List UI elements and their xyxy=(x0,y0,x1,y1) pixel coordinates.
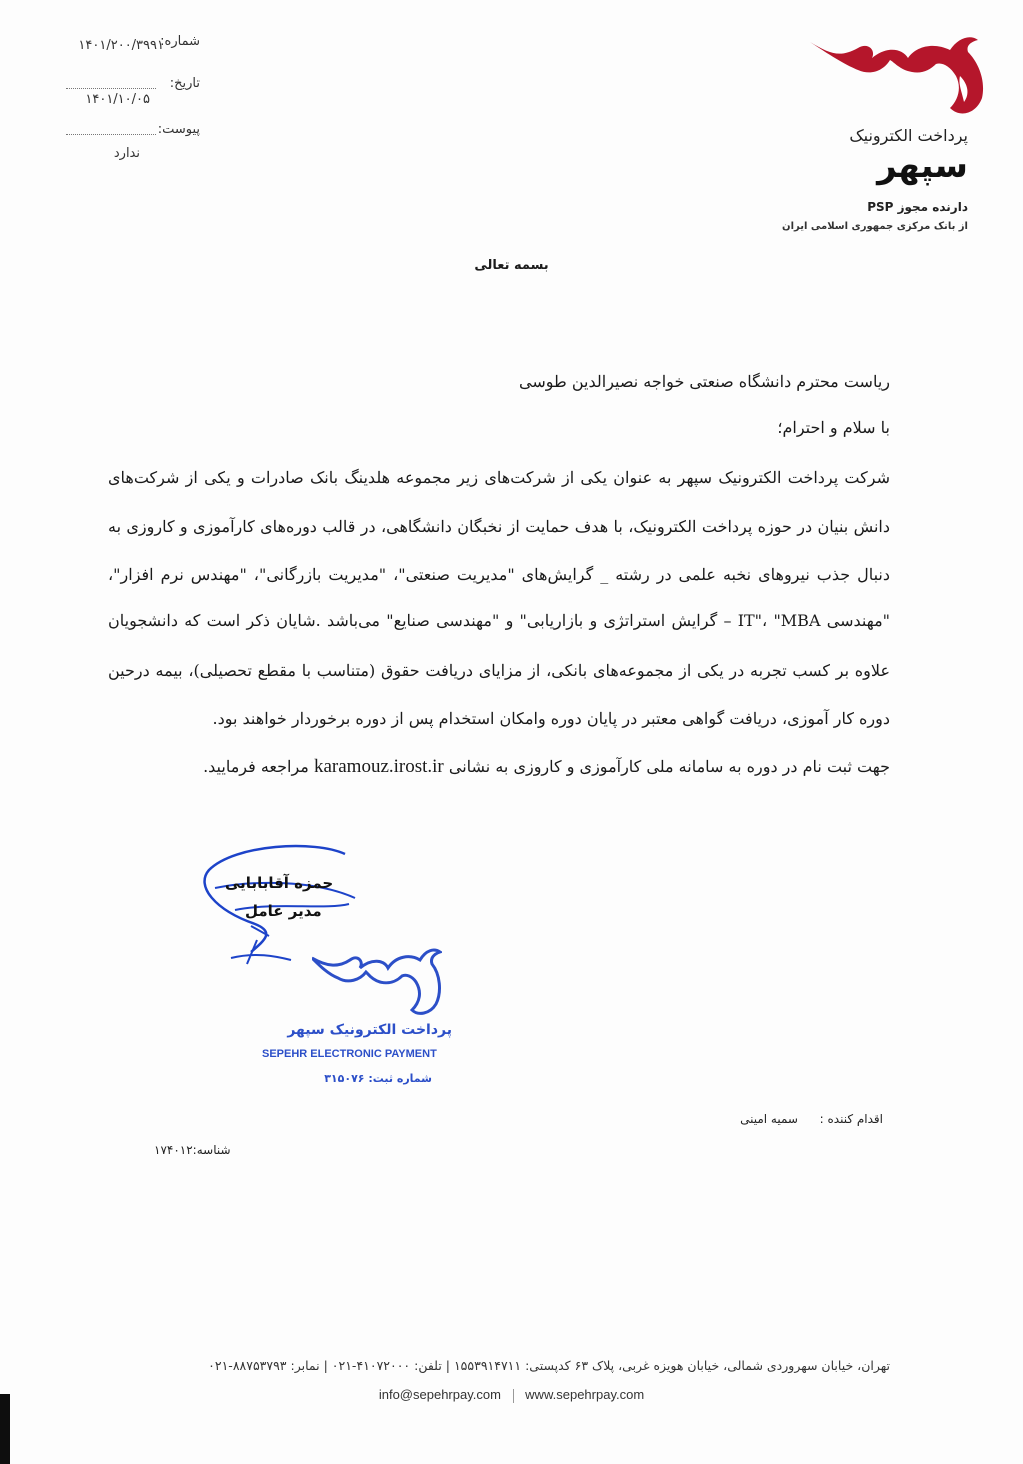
registration-instruction xyxy=(203,756,890,778)
stamp-registration-number: شماره ثبت: ۳۱۵۰۷۶ xyxy=(324,1072,432,1085)
basmala-heading: بسمه تعالی xyxy=(474,258,549,273)
action-by-label: اقدام کننده : xyxy=(819,1112,883,1126)
footer-address: تهران، خیابان سهروردی شمالی، خیابان هویزه غربی، پلاک ۶۳ کدپستی: ۱۵۵۳۹۱۴۷۱۱ | تلفن: ۴۱۰۷۲۰۰۰-۰۲۱ | نمابر: ۸۸۷۵۳۷۹۳-۰۲۱ xyxy=(208,1358,890,1373)
footer-email[interactable]: info@sepehrpay.com xyxy=(378,1387,501,1402)
footer-website[interactable]: www.sepehrpay.com xyxy=(525,1387,645,1402)
greeting-line: با سلام و احترام؛ xyxy=(777,418,890,437)
paragraph-last-line: دوره کار آموزی، دریافت گواهی معتبر در پایان دوره وامکان استخدام پس از دوره برخوردار خواهند بود. xyxy=(212,709,890,728)
stamp-horse-logo-icon xyxy=(312,940,442,1018)
attachment-label: پیوست: xyxy=(157,122,200,137)
company-logo xyxy=(782,28,990,248)
paragraph-line: شرکت پرداخت الکترونیک سپهر به عنوان یکی از شرکت‌های زیر مجموعه هلدینگ بانک صادرات و یکی از شرکت‌های xyxy=(108,468,890,487)
date-dots xyxy=(66,88,156,89)
license-line-2: از بانک مرکزی جمهوری اسلامی ایران xyxy=(782,221,968,232)
signatory-title: مدیر عامل xyxy=(245,902,322,920)
letter-meta xyxy=(60,30,200,170)
recipient-line: ریاست محترم دانشگاه صنعتی خواجه نصیرالدین طوسی xyxy=(519,372,890,391)
attachment-dots xyxy=(66,134,156,135)
id-code: شناسه:۱۷۴۰۱۲ xyxy=(154,1143,231,1157)
footer-separator xyxy=(513,1389,514,1403)
number-value: ۱۴۰۱/۲۰۰/۳۹۹۱ xyxy=(78,38,164,53)
date-value: ۱۴۰۱/۱۰/۰۵ xyxy=(85,92,150,107)
action-by xyxy=(740,1112,883,1126)
paragraph-line: دانش بنیان در حوزه پرداخت الکترونیک، با هدف حمایت از نخبگان دانشگاهی، در قالب دوره‌های کارآموزی و کاروزی به xyxy=(108,517,891,536)
stamp-company-name: پرداخت الکترونیک سپهر xyxy=(287,1022,452,1038)
action-by-name: سمیه امینی xyxy=(740,1112,798,1126)
signatory-name: حمزه آقابابایی xyxy=(225,874,334,892)
instruction-text-before: جهت ثبت نام در دوره به سامانه ملی کارآموزی و کاروزی به نشانی xyxy=(448,757,890,776)
stamp-company-name-en: SEPEHR ELECTRONIC PAYMENT xyxy=(262,1048,437,1060)
company-name-top: پرداخت الکترونیک xyxy=(849,126,968,145)
paragraph-line: "مهندسی IT"، "MBA – گرایش استراتژی و بازاریابی" و "مهندسی صنایع" می‌باشد .شایان ذکر است که دانشجویان xyxy=(108,611,891,630)
date-label: تاریخ: xyxy=(169,76,200,91)
instruction-text-after: مراجعه فرمایید. xyxy=(203,757,309,776)
footer-contacts xyxy=(0,1387,1023,1403)
attachment-value: ندارد xyxy=(113,146,140,161)
paragraph-line: دنبال جذب نیروهای نخبه علمی در رشته _ گرایش‌های "مدیریت صنعتی"، "مدیریت بازرگانی"، "مهندس نرم افزار"، xyxy=(108,565,890,584)
sepehr-horse-logo-icon xyxy=(810,28,990,120)
company-stamp xyxy=(262,940,462,1090)
scan-edge-shadow xyxy=(0,1394,10,1464)
company-name-big: سپهر xyxy=(877,146,968,186)
registration-url: karamouz.irost.ir xyxy=(313,756,444,777)
number-label: شماره: xyxy=(160,34,200,49)
license-line-1: دارنده مجوز PSP xyxy=(867,200,968,214)
paragraph-line: علاوه بر کسب تجربه در یکی از مجموعه‌های بانکی، از مزایای دریافت حقوق (متناسب با مقطع تحصیلی)، بیمه درحین xyxy=(108,661,890,680)
